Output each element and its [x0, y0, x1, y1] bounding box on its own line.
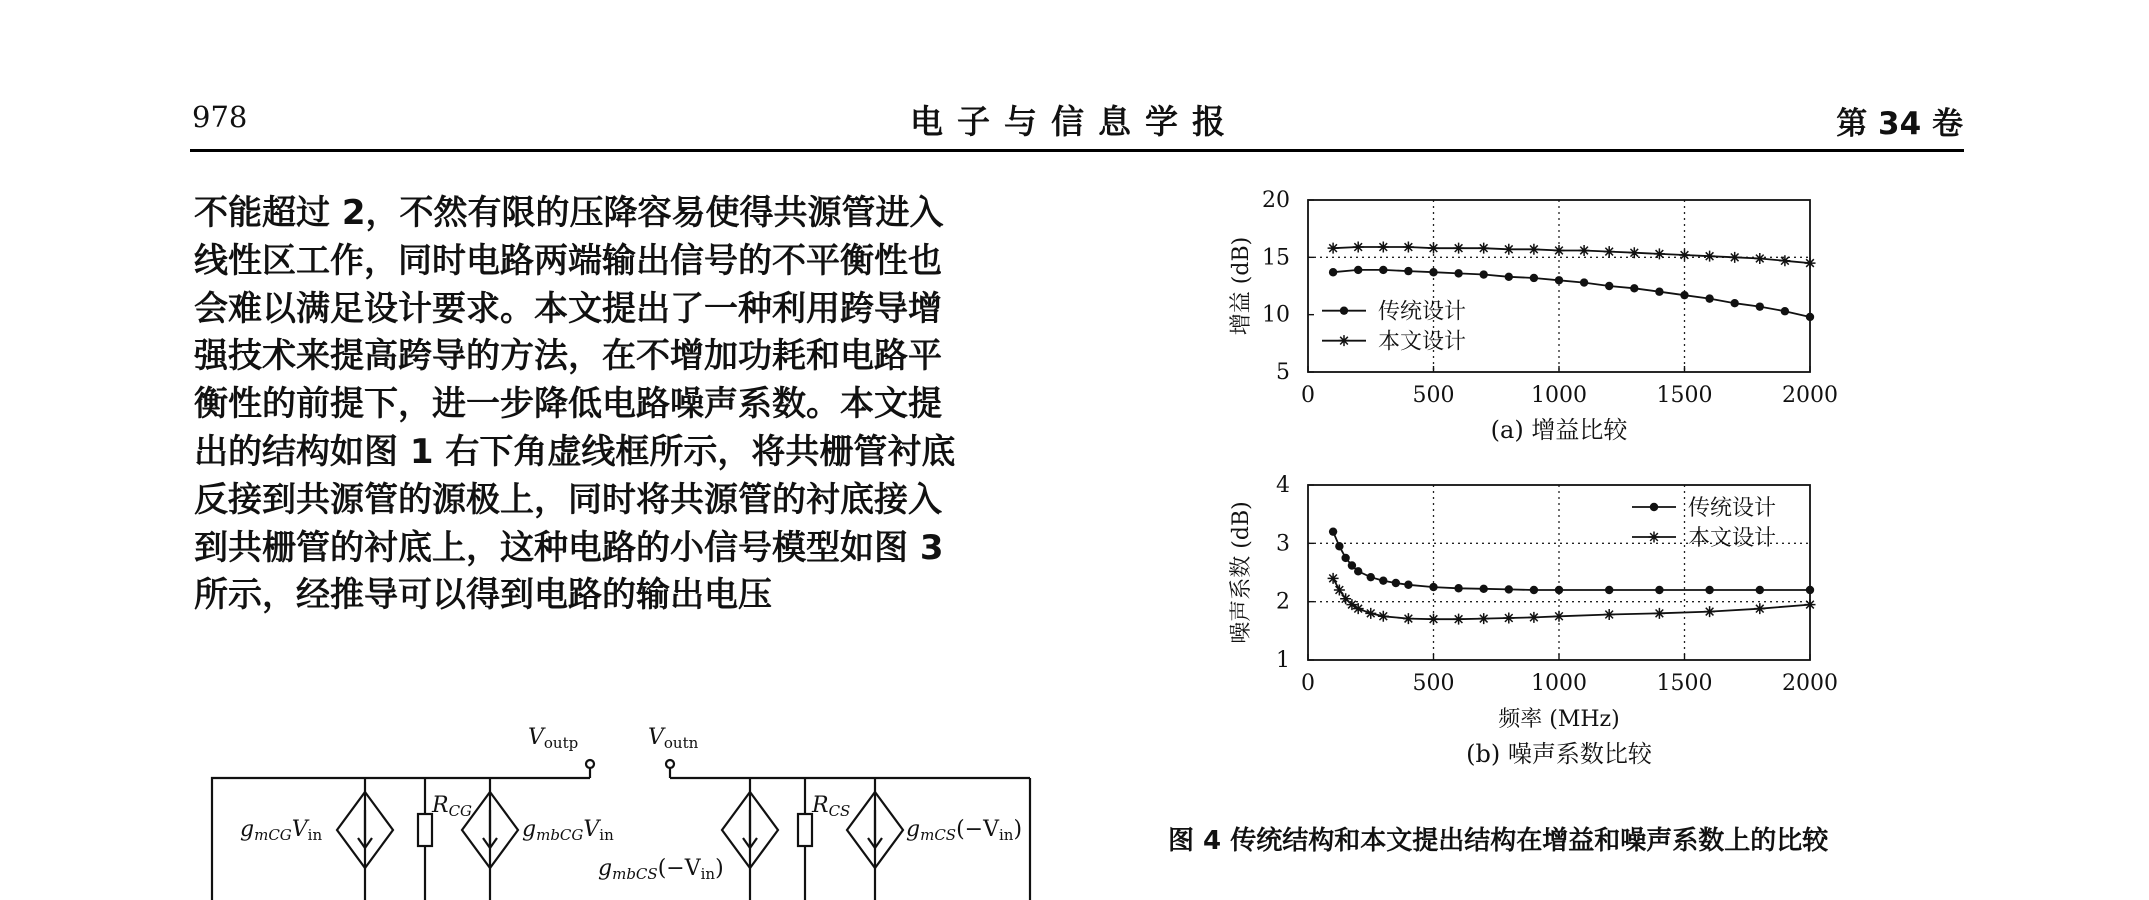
data-point [1503, 613, 1514, 624]
figure-caption: 图 4 传统结构和本文提出结构在增益和噪声系数上的比较 [1168, 826, 1829, 856]
data-point [1729, 252, 1740, 263]
y-tick-label: 4 [1276, 473, 1290, 498]
data-point [1404, 267, 1412, 275]
x-tick-label: 2000 [1782, 383, 1838, 408]
volume-label: 第 34 卷 [1836, 106, 1963, 142]
page-number: 978 [192, 100, 248, 134]
x-axis-label: 频率 (MHz) [1498, 707, 1620, 732]
x-tick-label: 2000 [1782, 671, 1838, 696]
data-point [1340, 306, 1348, 314]
x-tick-label: 0 [1301, 383, 1315, 408]
data-point [1705, 586, 1713, 594]
data-point [1478, 243, 1489, 254]
data-point [1354, 567, 1362, 575]
x-tick-label: 500 [1412, 383, 1455, 408]
data-point [1478, 613, 1489, 624]
voutn-label: Voutn [648, 725, 699, 752]
text-line: 所示，经推导可以得到电路的输出电压 [194, 575, 772, 616]
data-point [1605, 586, 1613, 594]
data-point [1454, 584, 1462, 592]
data-point [1704, 606, 1715, 617]
y-tick-label: 1 [1276, 648, 1290, 673]
data-point [1454, 269, 1462, 277]
y-tick-label: 2 [1276, 589, 1290, 615]
legend-label: 本文设计 [1688, 526, 1777, 551]
y-axis-label: 噪声系数 (dB) [1229, 501, 1254, 644]
data-point [1329, 527, 1337, 535]
data-point [1731, 299, 1739, 307]
data-point [1605, 282, 1613, 290]
data-point [1554, 611, 1565, 622]
x-tick-label: 500 [1412, 671, 1455, 696]
data-point [1378, 242, 1389, 253]
data-point [1650, 503, 1658, 511]
chart-subtitle: (a) 增益比较 [1490, 416, 1628, 444]
data-point [1334, 585, 1345, 596]
data-point [1604, 609, 1615, 620]
data-point [1453, 243, 1464, 254]
gmbcg-label: gmbCGVin [522, 817, 614, 844]
text-line: 不能超过 2，不然有限的压降容易使得共源管进入 [194, 193, 944, 233]
data-point [1335, 542, 1343, 550]
x-tick-label: 1500 [1656, 671, 1713, 696]
y-tick-label: 3 [1276, 531, 1290, 557]
gmcg-label: gmCGVin [240, 817, 323, 844]
text-line: 线性区工作，同时电路两端输出信号的不平衡性也 [194, 240, 942, 281]
data-point [1704, 251, 1715, 262]
data-point [1528, 612, 1539, 623]
data-point [1754, 603, 1765, 614]
data-point [1580, 278, 1588, 286]
legend-label: 本文设计 [1378, 329, 1467, 355]
data-point [1379, 576, 1387, 584]
data-point [1805, 599, 1816, 610]
data-point [1555, 276, 1563, 284]
data-point [1480, 585, 1488, 593]
data-point [1756, 302, 1764, 310]
data-point [1403, 613, 1414, 624]
data-point [1655, 288, 1663, 296]
data-point [1379, 266, 1387, 274]
data-point [1503, 244, 1514, 255]
x-tick-label: 1500 [1656, 383, 1713, 408]
text-line: 强技术来提高跨导的方法，在不增加功耗和电路平 [194, 336, 942, 377]
y-axis-label: 增益 (dB) [1229, 236, 1254, 336]
data-point [1354, 266, 1362, 274]
data-point [1756, 586, 1764, 594]
body-paragraph [194, 190, 1044, 620]
data-point [1453, 614, 1464, 625]
noise-figure-chart [1229, 473, 1838, 768]
y-tick-label: 5 [1276, 360, 1290, 385]
data-point [1630, 284, 1638, 292]
data-point [1679, 250, 1690, 261]
data-point [1329, 268, 1337, 276]
gmbcs-label: gmbCS(−Vin) [598, 856, 724, 883]
data-point [1705, 294, 1713, 302]
data-point [1579, 245, 1590, 256]
gmcs-label: gmCS(−Vin) [906, 817, 1023, 844]
rcs-label: RCS [812, 793, 851, 820]
data-point [1680, 291, 1688, 299]
text-line: 反接到共源管的源极上，同时将共源管的衬底接入 [194, 479, 942, 520]
data-point [1554, 245, 1565, 256]
data-point [1528, 244, 1539, 255]
data-point [1530, 274, 1538, 282]
data-point [1341, 554, 1349, 562]
data-point [1530, 586, 1538, 594]
gain-chart [1229, 188, 1838, 444]
y-tick-label: 10 [1262, 302, 1290, 328]
header-rule [190, 149, 1964, 152]
data-point [1805, 258, 1816, 269]
data-point [1505, 585, 1513, 593]
data-point [1604, 246, 1615, 257]
legend-label: 传统设计 [1688, 496, 1777, 521]
data-point [1404, 581, 1412, 589]
data-point [1806, 586, 1814, 594]
legend-label: 传统设计 [1378, 299, 1467, 325]
voutp-label: Voutp [528, 725, 579, 752]
data-point [1328, 243, 1339, 254]
data-point [1429, 583, 1437, 591]
data-point [1754, 253, 1765, 264]
journal-title: 电子与信息学报 [910, 102, 1239, 141]
data-point [1365, 608, 1376, 619]
data-point [1428, 243, 1439, 254]
data-point [1654, 608, 1665, 619]
data-point [1392, 579, 1400, 587]
data-point [1779, 255, 1790, 266]
data-point [1348, 561, 1356, 569]
text-line: 到共栅管的衬底上，这种电路的小信号模型如图 3 [194, 527, 944, 568]
data-point [1505, 273, 1513, 281]
text-line: 会难以满足设计要求。本文提出了一种利用跨导增 [194, 288, 942, 329]
data-point [1649, 532, 1660, 543]
x-tick-label: 1000 [1531, 383, 1587, 408]
data-point [1428, 614, 1439, 625]
data-point [1378, 611, 1389, 622]
data-point [1339, 335, 1350, 346]
data-point [1555, 586, 1563, 594]
data-point [1629, 247, 1640, 258]
text-line: 出的结构如图 1 右下角虚线框所示，将共栅管衬底 [194, 431, 956, 472]
data-point [1655, 586, 1663, 594]
data-point [1367, 573, 1375, 581]
data-point [1429, 268, 1437, 276]
data-point [1328, 573, 1339, 584]
text-line: 衡性的前提下，进一步降低电路噪声系数。本文提 [194, 384, 942, 425]
circuit-diagram [200, 720, 1060, 900]
rcg-label: RCG [432, 793, 473, 820]
data-point [1480, 270, 1488, 278]
y-tick-label: 15 [1262, 245, 1290, 271]
data-point [1781, 307, 1789, 315]
data-point [1806, 313, 1814, 321]
chart-subtitle: (b) 噪声系数比较 [1466, 740, 1652, 768]
data-point [1353, 242, 1364, 253]
x-tick-label: 1000 [1531, 671, 1587, 696]
x-tick-label: 0 [1301, 671, 1315, 696]
data-point [1403, 242, 1414, 253]
figure-charts [1210, 185, 1860, 785]
y-tick-label: 20 [1262, 188, 1290, 213]
